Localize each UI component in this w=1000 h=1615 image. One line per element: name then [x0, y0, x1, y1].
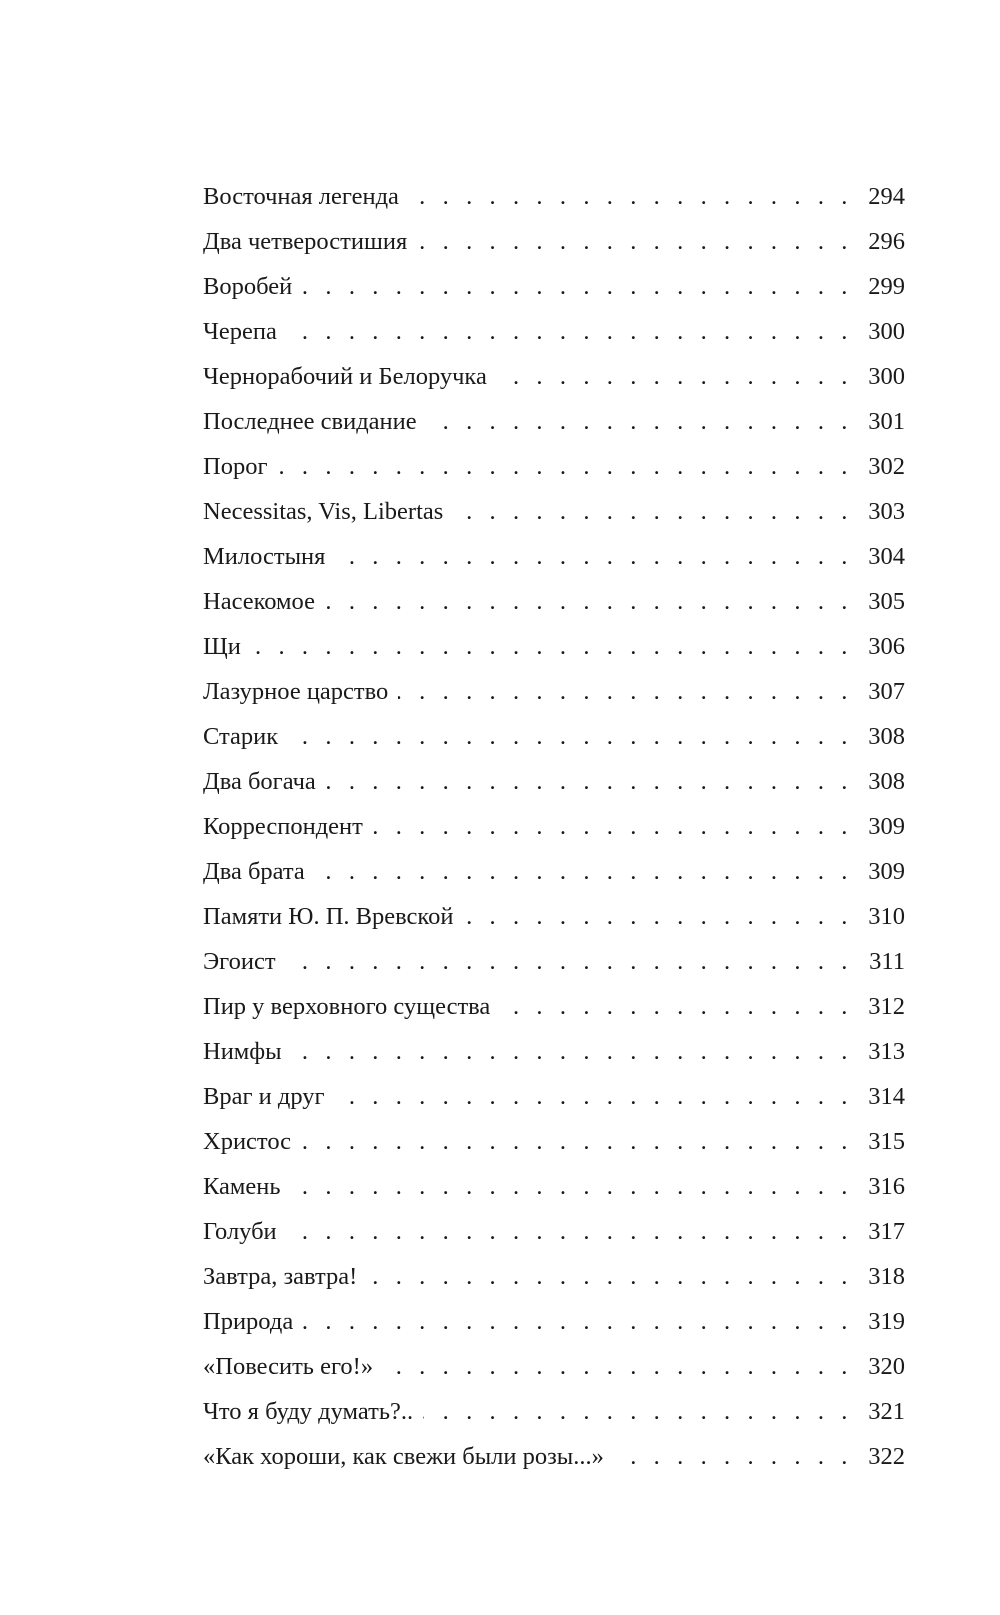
toc-entry-title: «Как хороши, как свежи были розы...»	[203, 1443, 604, 1470]
toc-entry-page-number: 300	[868, 318, 905, 345]
toc-entry	[203, 489, 905, 534]
toc-entry-title: Два богача	[203, 768, 316, 795]
dot-leader	[251, 624, 853, 669]
toc-entry-page-number: 322	[868, 1443, 905, 1470]
toc-entry	[203, 804, 905, 849]
toc-entry-page-number: 320	[868, 1353, 905, 1380]
dot-leader	[367, 1254, 853, 1299]
dot-leader	[373, 804, 853, 849]
dot-leader	[453, 489, 853, 534]
toc-entry	[203, 894, 905, 939]
toc-entry-title: Корреспондент	[203, 813, 363, 840]
toc-entry-title: Пир у верховного существа	[203, 993, 491, 1020]
toc-entry	[203, 1434, 905, 1479]
toc-entry-title: Два брата	[203, 858, 305, 885]
toc-entry	[203, 354, 905, 399]
dot-leader	[288, 714, 853, 759]
toc-entry	[203, 579, 905, 624]
toc-entry	[203, 1074, 905, 1119]
toc-entry	[203, 399, 905, 444]
dot-leader	[500, 984, 853, 1029]
toc-entry-title: Necessitas, Vis, Libertas	[203, 498, 444, 525]
toc-entry-title: Воробей	[203, 273, 293, 300]
toc-entry-title: Что я буду думать?..	[203, 1398, 414, 1425]
toc-entry-page-number: 309	[868, 858, 905, 885]
toc-entry-page-number: 321	[868, 1398, 905, 1425]
table-of-contents	[203, 174, 905, 1479]
toc-entry-title: «Повесить его!»	[203, 1353, 374, 1380]
toc-entry-title: Памяти Ю. П. Вревской	[203, 903, 454, 930]
dot-leader	[315, 849, 853, 894]
toc-entry-title: Последнее свидание	[203, 408, 417, 435]
toc-entry	[203, 1164, 905, 1209]
toc-entry	[203, 669, 905, 714]
toc-entry-page-number: 319	[868, 1308, 905, 1335]
toc-entry-title: Нимфы	[203, 1038, 282, 1065]
dot-leader	[291, 1164, 853, 1209]
toc-entry-title: Милостыня	[203, 543, 326, 570]
toc-entry	[203, 1119, 905, 1164]
toc-entry	[203, 1029, 905, 1074]
toc-entry	[203, 309, 905, 354]
toc-entry	[203, 1254, 905, 1299]
toc-entry	[203, 534, 905, 579]
toc-entry	[203, 849, 905, 894]
dot-leader	[287, 309, 853, 354]
toc-entry-page-number: 308	[868, 768, 905, 795]
toc-entry-page-number: 299	[868, 273, 905, 300]
dot-leader	[335, 1074, 853, 1119]
toc-entry-title: Старик	[203, 723, 279, 750]
toc-entry-page-number: 316	[868, 1173, 905, 1200]
toc-entry-page-number: 301	[868, 408, 905, 435]
dot-leader	[287, 1209, 853, 1254]
toc-entry-title: Насекомое	[203, 588, 315, 615]
toc-entry	[203, 1389, 905, 1434]
toc-entry	[203, 939, 905, 984]
toc-entry	[203, 1209, 905, 1254]
dot-leader	[335, 534, 853, 579]
toc-entry-title: Восточная легенда	[203, 183, 399, 210]
toc-entry-title: Завтра, завтра!	[203, 1263, 358, 1290]
dot-leader	[286, 939, 853, 984]
dot-leader	[409, 174, 853, 219]
toc-entry-page-number: 318	[868, 1263, 905, 1290]
toc-entry	[203, 624, 905, 669]
toc-entry-page-number: 312	[868, 993, 905, 1020]
toc-entry-page-number: 307	[868, 678, 905, 705]
toc-entry-title: Эгоист	[203, 948, 276, 975]
toc-entry-title: Черепа	[203, 318, 277, 345]
toc-entry-title: Враг и друг	[203, 1083, 325, 1110]
dot-leader	[497, 354, 853, 399]
toc-entry-page-number: 302	[868, 453, 905, 480]
toc-entry-title: Христос	[203, 1128, 292, 1155]
toc-entry-page-number: 311	[869, 948, 905, 975]
toc-entry-page-number: 304	[868, 543, 905, 570]
toc-entry	[203, 1299, 905, 1344]
dot-leader	[325, 579, 853, 624]
dot-leader	[427, 399, 853, 444]
dot-leader	[326, 759, 853, 804]
dot-leader	[303, 1299, 853, 1344]
toc-entry-title: Порог	[203, 453, 268, 480]
toc-entry-title: Щи	[203, 633, 241, 660]
toc-entry-page-number: 317	[868, 1218, 905, 1245]
toc-entry-page-number: 305	[868, 588, 905, 615]
toc-entry-title: Лазурное царство	[203, 678, 389, 705]
toc-entry-page-number: 300	[868, 363, 905, 390]
toc-entry-title: Два четверостишия	[203, 228, 408, 255]
toc-entry-page-number: 313	[868, 1038, 905, 1065]
toc-entry-page-number: 315	[868, 1128, 905, 1155]
toc-entry-page-number: 314	[868, 1083, 905, 1110]
toc-entry	[203, 444, 905, 489]
dot-leader	[383, 1344, 853, 1389]
toc-entry-page-number: 303	[868, 498, 905, 525]
toc-entry	[203, 174, 905, 219]
toc-entry-title: Природа	[203, 1308, 294, 1335]
toc-entry	[203, 714, 905, 759]
toc-entry	[203, 1344, 905, 1389]
dot-leader	[292, 1029, 853, 1074]
toc-entry-title: Чернорабочий и Белоручка	[203, 363, 487, 390]
dot-leader	[301, 1119, 853, 1164]
toc-entry-page-number: 296	[868, 228, 905, 255]
dot-leader	[463, 894, 853, 939]
toc-entry	[203, 219, 905, 264]
dot-leader	[398, 669, 853, 714]
dot-leader	[302, 264, 853, 309]
toc-entry-title: Камень	[203, 1173, 281, 1200]
toc-entry-page-number: 294	[868, 183, 905, 210]
toc-entry	[203, 984, 905, 1029]
toc-entry	[203, 264, 905, 309]
toc-entry-page-number: 309	[868, 813, 905, 840]
dot-leader	[417, 219, 853, 264]
toc-entry-title: Голуби	[203, 1218, 277, 1245]
dot-leader	[614, 1434, 853, 1479]
dot-leader	[423, 1389, 853, 1434]
toc-entry-page-number: 310	[868, 903, 905, 930]
toc-entry-page-number: 306	[868, 633, 905, 660]
dot-leader	[278, 444, 854, 489]
toc-entry-page-number: 308	[868, 723, 905, 750]
toc-entry	[203, 759, 905, 804]
